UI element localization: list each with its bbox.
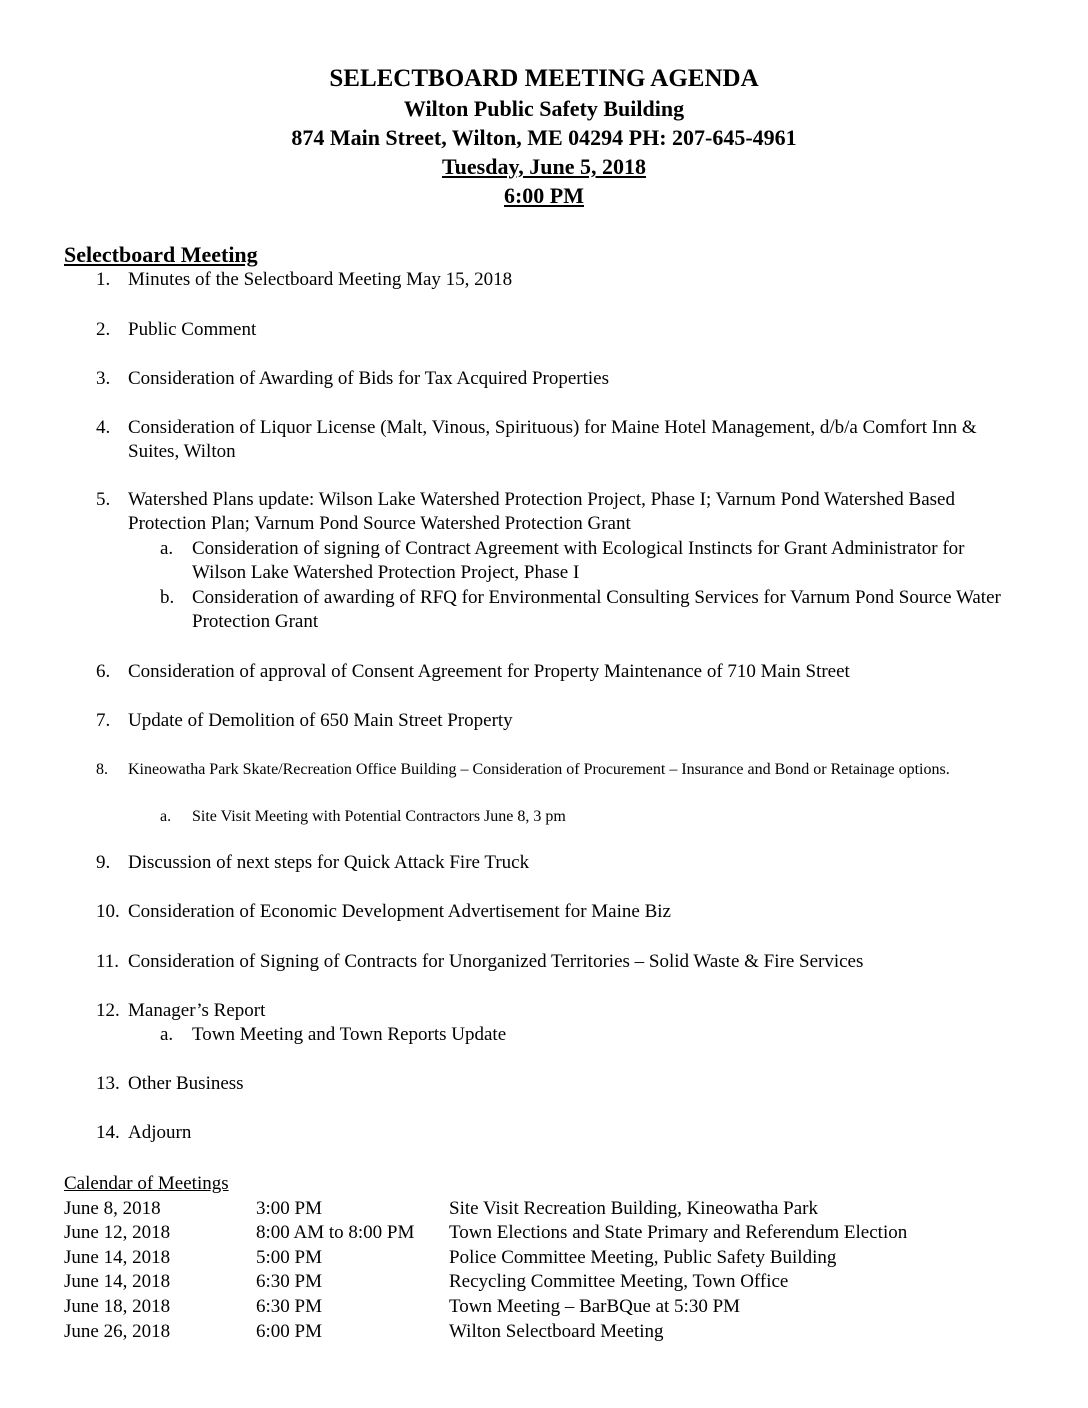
calendar-time: 8:00 AM to 8:00 PM [256,1222,415,1244]
agenda-subitem-letter: a. [160,1024,174,1045]
calendar-date: June 26, 2018 [64,1320,171,1342]
agenda-item-number: 11. [96,951,120,972]
agenda-item-number: 8. [96,761,108,778]
agenda-item-number: 9. [96,852,111,873]
meeting-date: Tuesday, June 5, 2018 [442,154,646,179]
agenda-item-text: Minutes of the Selectboard Meeting May 15, 2018 [128,269,513,290]
section-title: Selectboard Meeting [64,242,258,267]
agenda-subitem-text: Town Meeting and Town Reports Update [192,1024,507,1045]
calendar-row [64,1295,1024,1320]
agenda-item-text: Consideration of Signing of Contracts for Unorganized Territories – Solid Waste & Fire Services [128,951,864,972]
agenda-item-text: Other Business [128,1073,244,1094]
agenda-subitem-letter: a. [160,808,172,825]
calendar-row [64,1221,1024,1246]
calendar-description: Town Meeting – BarBQue at 5:30 PM [449,1295,741,1317]
calendar-of-meetings [64,1172,1024,1344]
agenda-item-text: Consideration of approval of Consent Agreement for Property Maintenance of 710 Main Street [128,661,850,682]
agenda-item-text: Update of Demolition of 650 Main Street Property [128,710,513,731]
agenda-subitem-text: Consideration of signing of Contract Agreement with Ecological Instincts for Grant Administrator for Wilson Lake Watershed Protection Project, Phase I [192,538,965,583]
calendar-time: 6:30 PM [256,1271,322,1293]
calendar-row [64,1320,1024,1345]
agenda-item-number: 2. [96,319,111,340]
agenda-subitem-text: Consideration of awarding of RFQ for Environmental Consulting Services for Varnum Pond Source Water Protection Grant [192,587,1001,632]
calendar-date: June 8, 2018 [64,1197,161,1219]
agenda-title: SELECTBOARD MEETING AGENDA [329,65,759,92]
calendar-row [64,1270,1024,1295]
calendar-date: June 18, 2018 [64,1295,171,1317]
calendar-date: June 12, 2018 [64,1222,171,1244]
meeting-time: 6:00 PM [503,183,585,208]
calendar-row [64,1246,1024,1271]
calendar-time: 3:00 PM [256,1197,322,1219]
meeting-address: 874 Main Street, Wilton, ME 04294 PH: 207-645-4961 [291,125,797,150]
agenda-item-number: 4. [96,417,111,438]
calendar-row [64,1197,1024,1222]
calendar-time: 6:30 PM [256,1295,322,1317]
calendar-date: June 14, 2018 [64,1271,171,1293]
agenda-item-text: Adjourn [128,1122,192,1143]
meeting-location: Wilton Public Safety Building [403,96,685,121]
calendar-description: Police Committee Meeting, Public Safety Building [449,1246,837,1268]
calendar-date: June 14, 2018 [64,1246,171,1268]
agenda-item-text: Discussion of next steps for Quick Attack Fire Truck [128,852,530,873]
agenda-item-text: Manager’s Report [128,1000,266,1021]
agenda-item-number: 10. [96,901,120,922]
agenda-item-text: Consideration of Awarding of Bids for Tax Acquired Properties [128,368,609,389]
agenda-item-text: Consideration of Economic Development Advertisement for Maine Biz [128,901,671,922]
agenda-item-number: 12. [96,1000,120,1021]
agenda-subitem-letter: a. [160,538,174,559]
calendar-description: Site Visit Recreation Building, Kineowatha Park [449,1197,818,1219]
agenda-item-number: 3. [96,368,111,389]
agenda-item-number: 13. [96,1073,120,1094]
agenda-subitem-text: Site Visit Meeting with Potential Contractors June 8, 3 pm [192,808,566,825]
agenda-item-text: Public Comment [128,319,257,340]
calendar-title: Calendar of Meetings [64,1173,229,1194]
agenda-item-text: Watershed Plans update: Wilson Lake Watershed Protection Project, Phase I; Varnum Pond Watershed Based Protection Plan; Varnum Pond Source Watershed Protection Grant [128,489,955,534]
agenda-item-text: Kineowatha Park Skate/Recreation Office Building – Consideration of Procurement – Insurance and Bond or Retainage options. [128,761,950,778]
agenda-subitem-letter: b. [160,587,175,608]
agenda-item-number: 7. [96,710,111,731]
calendar-time: 5:00 PM [256,1246,322,1268]
calendar-time: 6:00 PM [256,1320,322,1342]
agenda-item-text: Consideration of Liquor License (Malt, Vinous, Spirituous) for Maine Hotel Management, d/b/a Comfort Inn & Suites, Wilton [128,417,977,462]
calendar-description: Wilton Selectboard Meeting [449,1320,664,1342]
agenda-item-number: 6. [96,661,111,682]
calendar-description: Town Elections and State Primary and Referendum Election [449,1222,908,1244]
calendar-description: Recycling Committee Meeting, Town Office [449,1271,789,1293]
agenda-item-number: 1. [96,269,111,290]
agenda-item-number: 5. [96,489,111,510]
agenda-item-number: 14. [96,1122,120,1143]
